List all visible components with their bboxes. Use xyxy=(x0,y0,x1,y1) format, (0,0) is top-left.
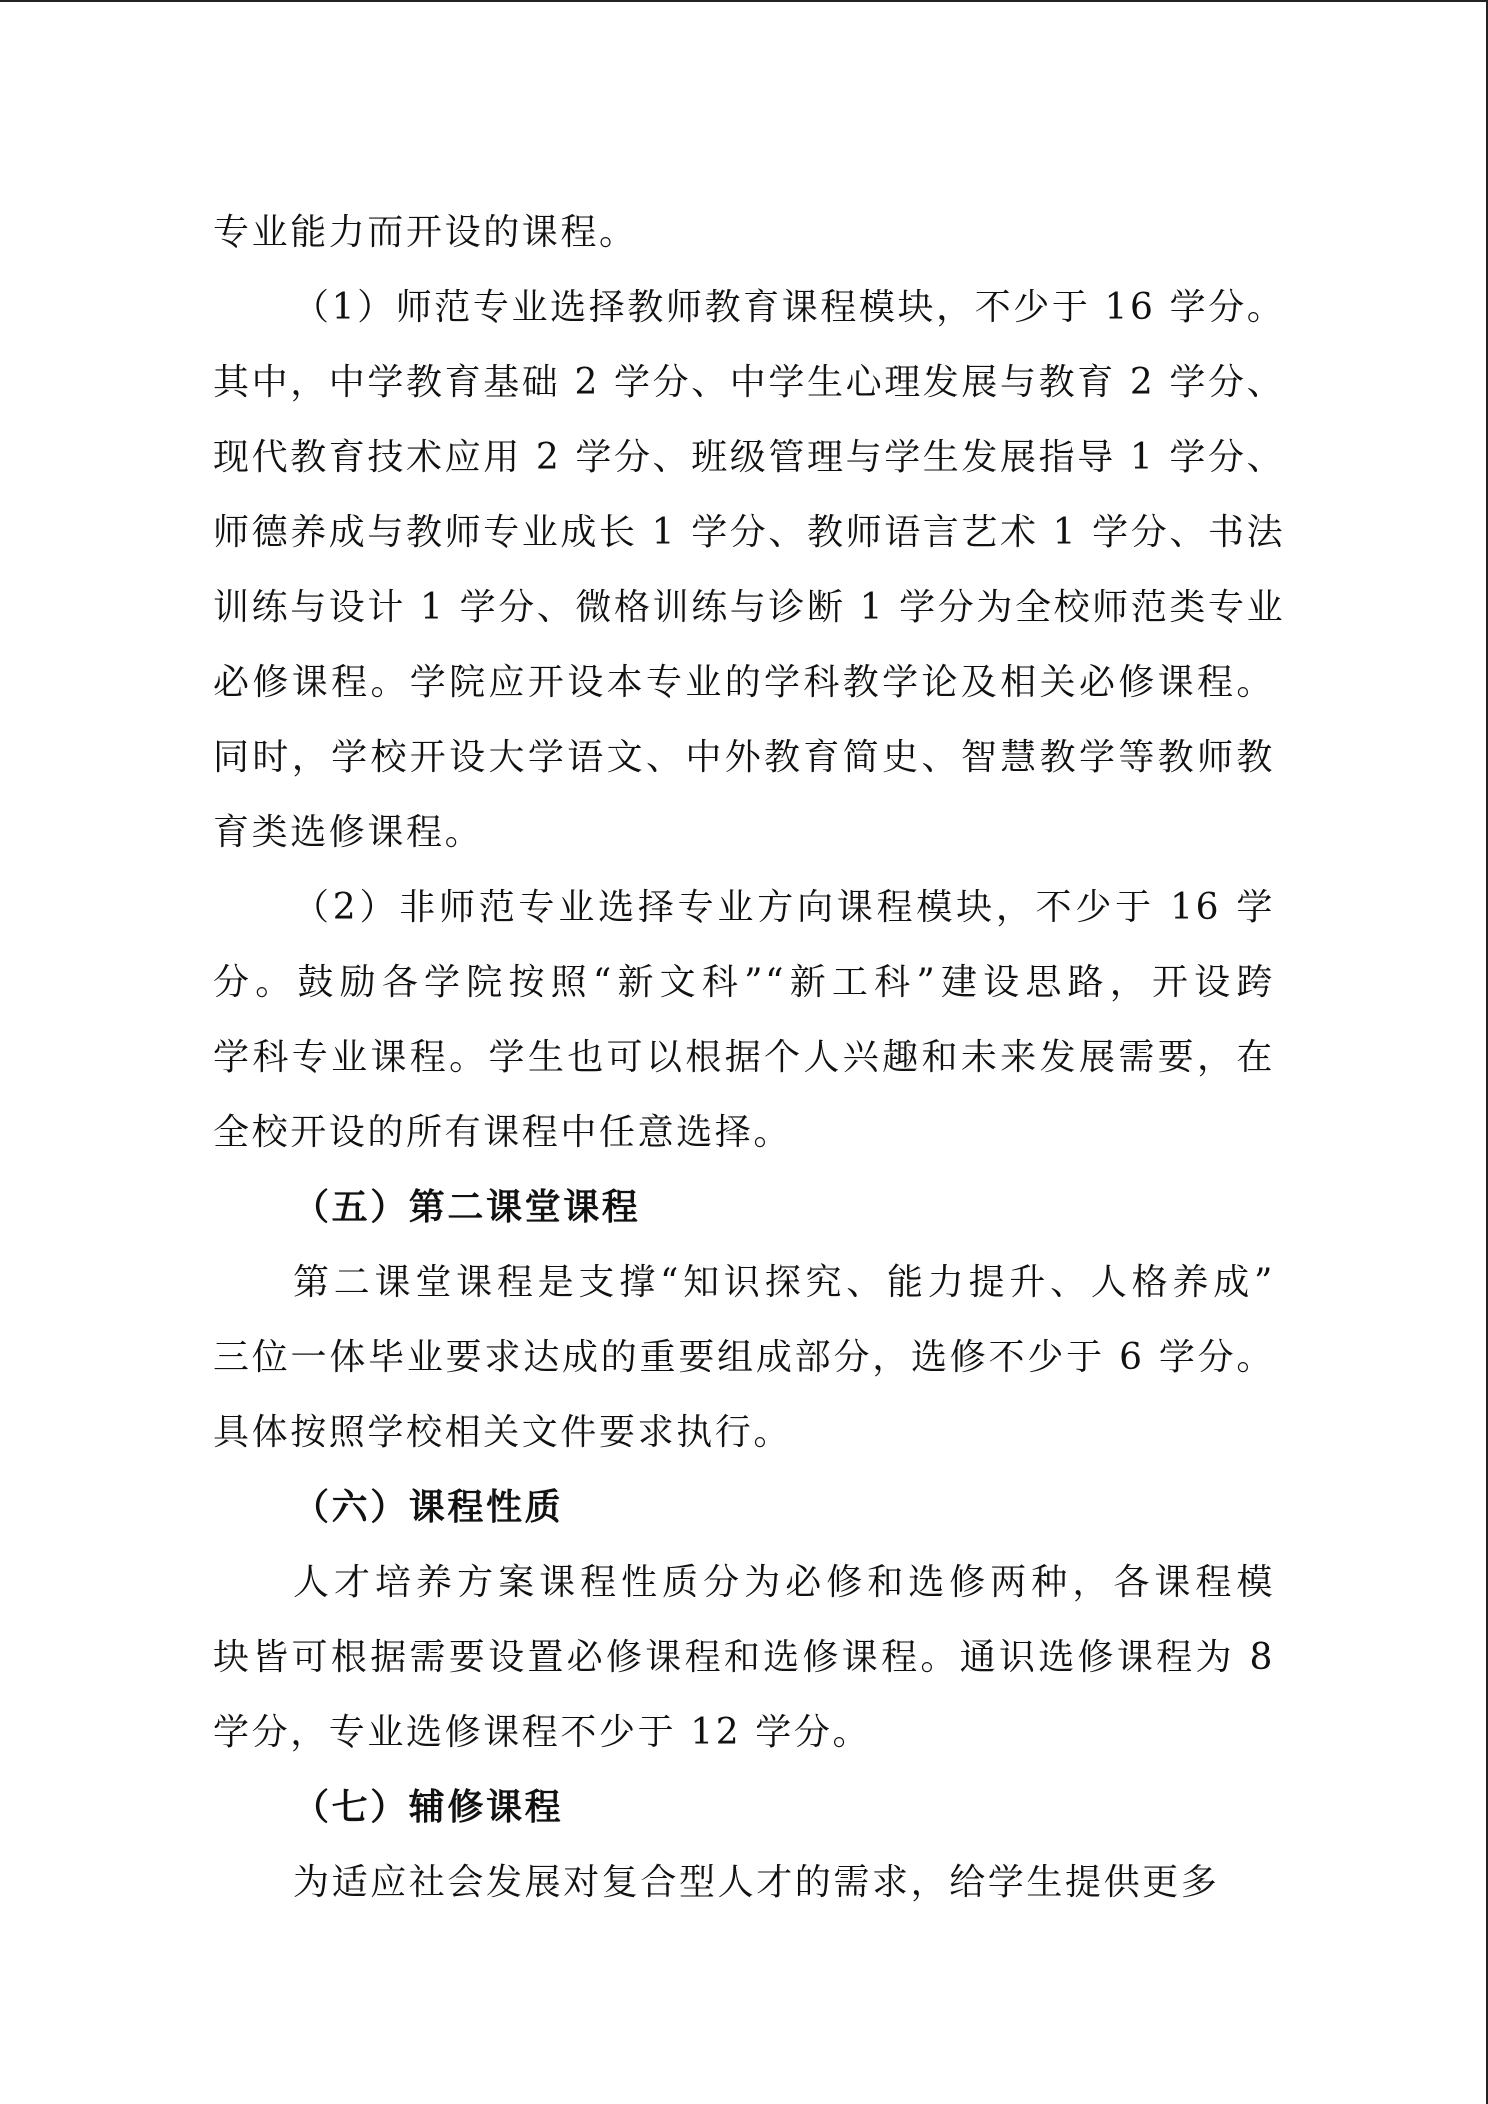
section-heading: （五）第二课堂课程 xyxy=(293,1186,641,1228)
text-line: （2）非师范专业选择专业方向课程模块，不少于 16 学 xyxy=(293,887,1275,928)
text-line: 学科专业课程。学生也可以根据个人兴趣和未来发展需要，在 xyxy=(213,1037,1275,1078)
text-line: 其中，中学教育基础 2 学分、中学生心理发展与教育 2 学分、 xyxy=(213,362,1286,403)
text-line: 第二课堂课程是支撑“知识探究、能力提升、人格养成” xyxy=(293,1262,1275,1303)
document-body xyxy=(213,195,1286,1920)
text-line: 为适应社会发展对复合型人才的需求，给学生提供更多 xyxy=(293,1862,1220,1903)
text-line: 必修课程。学院应开设本专业的学科教学论及相关必修课程。 xyxy=(213,662,1275,703)
text-line: 具体按照学校相关文件要求执行。 xyxy=(213,1412,793,1453)
section-heading: （七）辅修课程 xyxy=(293,1786,564,1828)
text-line: 人才培养方案课程性质分为必修和选修两种，各课程模 xyxy=(293,1562,1275,1603)
text-line: 三位一体毕业要求达成的重要组成部分，选修不少于 6 学分。 xyxy=(213,1337,1275,1378)
text-line: （1）师范专业选择教师教育课程模块，不少于 16 学分。 xyxy=(293,287,1286,328)
text-line: 块皆可根据需要设置必修课程和选修课程。通识选修课程为 8 xyxy=(213,1637,1275,1678)
text-line: 师德养成与教师专业成长 1 学分、教师语言艺术 1 学分、书法 xyxy=(213,512,1286,553)
text-line: 专业能力而开设的课程。 xyxy=(213,212,638,253)
section-heading: （六）课程性质 xyxy=(293,1486,564,1528)
text-line: 全校开设的所有课程中任意选择。 xyxy=(213,1112,793,1153)
text-line: 训练与设计 1 学分、微格训练与诊断 1 学分为全校师范类专业 xyxy=(213,587,1286,628)
text-line: 分。鼓励各学院按照“新文科”“新工科”建设思路，开设跨 xyxy=(213,962,1275,1003)
text-line: 育类选修课程。 xyxy=(213,812,484,853)
text-line: 同时，学校开设大学语文、中外教育简史、智慧教学等教师教 xyxy=(213,737,1275,778)
text-line: 学分，专业选修课程不少于 12 学分。 xyxy=(213,1712,872,1753)
text-line: 现代教育技术应用 2 学分、班级管理与学生发展指导 1 学分、 xyxy=(213,437,1286,478)
